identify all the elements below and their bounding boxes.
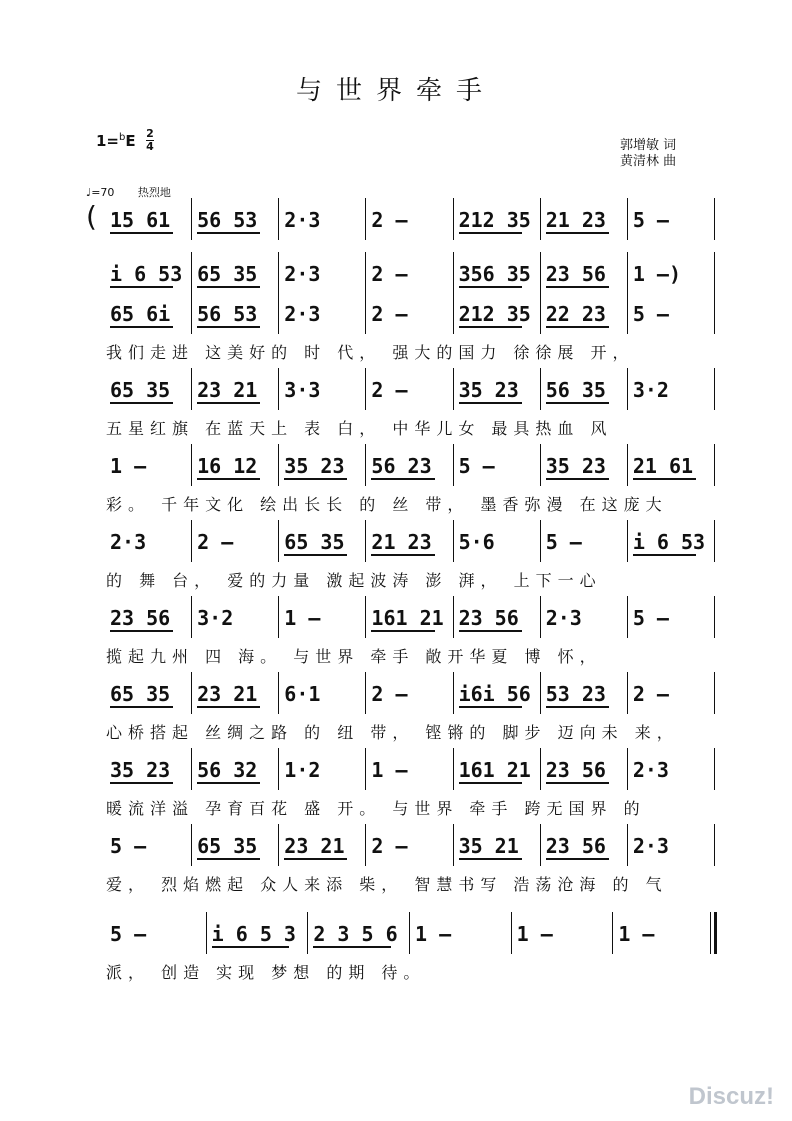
beam-underline bbox=[459, 286, 522, 288]
bar-line bbox=[191, 596, 192, 638]
measure-notes: 56 32 bbox=[197, 758, 258, 782]
measure-notes: 2 – bbox=[371, 262, 408, 286]
bar-line bbox=[540, 292, 541, 334]
measure-notes: 56 53 bbox=[197, 302, 258, 326]
beam-underline bbox=[197, 232, 260, 234]
bar-line bbox=[206, 912, 207, 954]
notes-row bbox=[0, 196, 792, 240]
beam-underline bbox=[546, 402, 609, 404]
measure-notes: 2 – bbox=[632, 682, 669, 706]
bar-line bbox=[714, 368, 715, 410]
bar-line bbox=[365, 520, 366, 562]
measure-notes: 3·2 bbox=[632, 378, 669, 402]
beam-underline bbox=[212, 946, 290, 948]
measure-notes: 65 6i bbox=[110, 302, 171, 326]
time-signature bbox=[146, 128, 154, 153]
bar-line bbox=[540, 368, 541, 410]
beam-underline bbox=[197, 326, 260, 328]
measure-notes: 23 56 bbox=[545, 834, 606, 858]
measure-notes: 23 56 bbox=[110, 606, 171, 630]
beam-underline bbox=[546, 232, 609, 234]
bar-line bbox=[453, 252, 454, 294]
measure-notes: 5 – bbox=[458, 454, 495, 478]
measure-notes: 2·3 bbox=[110, 530, 147, 554]
bar-line bbox=[714, 252, 715, 294]
measure-notes: 5 – bbox=[110, 922, 147, 946]
measure-notes: 2 – bbox=[371, 682, 408, 706]
beam-underline bbox=[110, 706, 173, 708]
bar-line bbox=[278, 292, 279, 334]
beam-underline bbox=[546, 858, 609, 860]
notes-row bbox=[0, 518, 792, 562]
bar-line bbox=[191, 444, 192, 486]
bar-line bbox=[278, 252, 279, 294]
measure-notes: 1 – bbox=[415, 922, 452, 946]
measure-notes: 2·3 bbox=[632, 758, 669, 782]
lyrics-row: 派， 创造 实现 梦想 的期 待。 bbox=[106, 963, 426, 982]
measure-notes: 65 35 bbox=[197, 262, 258, 286]
bar-line bbox=[453, 292, 454, 334]
beam-underline bbox=[110, 286, 173, 288]
bar-line bbox=[278, 520, 279, 562]
bar-line bbox=[714, 748, 715, 790]
notes-row bbox=[0, 442, 792, 486]
bar-line bbox=[453, 672, 454, 714]
notes-row bbox=[0, 594, 792, 638]
bar-line bbox=[627, 596, 628, 638]
lyrics-row: 爱， 烈焰燃起 众人来添 柴， 智慧书写 浩荡沧海 的 气 bbox=[106, 875, 668, 894]
bar-line bbox=[453, 198, 454, 240]
bar-line bbox=[365, 596, 366, 638]
measure-notes: 2 3 5 6 bbox=[313, 922, 398, 946]
measure-notes: 161 21 bbox=[371, 606, 444, 630]
measure-notes: 21 23 bbox=[545, 208, 606, 232]
measure-notes: 65 35 bbox=[284, 530, 345, 554]
bar-line bbox=[278, 368, 279, 410]
measure-notes: 53 23 bbox=[545, 682, 606, 706]
bar-line bbox=[627, 520, 628, 562]
measure-notes: 2·3 bbox=[632, 834, 669, 858]
beam-underline bbox=[197, 478, 260, 480]
lyrics-row: 暖流洋溢 孕育百花 盛 开。 与世界 牵手 跨无国界 的 bbox=[106, 799, 646, 818]
beam-underline bbox=[459, 858, 522, 860]
measure-notes: 212 35 bbox=[458, 302, 531, 326]
measure-notes: 1 – bbox=[516, 922, 553, 946]
measure-notes: 5 – bbox=[545, 530, 582, 554]
bar-line bbox=[540, 596, 541, 638]
bar-line bbox=[365, 252, 366, 294]
lyrics-row: 的 舞 台， 爱的力量 激起波涛 澎 湃， 上下一心 bbox=[106, 571, 602, 590]
bar-line bbox=[453, 748, 454, 790]
beam-underline bbox=[546, 706, 609, 708]
measure-notes: 23 56 bbox=[458, 606, 519, 630]
bar-line bbox=[191, 824, 192, 866]
measure-notes: 2 – bbox=[371, 208, 408, 232]
bar-line bbox=[278, 824, 279, 866]
measure-notes: 5 – bbox=[632, 302, 669, 326]
notes-row bbox=[0, 746, 792, 790]
lyrics-row: 彩。 千年文化 绘出长长 的 丝 带， 墨香弥漫 在这庞大 bbox=[106, 495, 668, 514]
bar-line bbox=[191, 520, 192, 562]
beam-underline bbox=[284, 554, 347, 556]
measure-notes: i 6 53 bbox=[632, 530, 706, 554]
bar-line bbox=[191, 292, 192, 334]
measure-notes: 2 – bbox=[197, 530, 234, 554]
measure-notes: 16 12 bbox=[197, 454, 258, 478]
beam-underline bbox=[284, 478, 347, 480]
bar-line bbox=[191, 252, 192, 294]
bar-line bbox=[627, 292, 628, 334]
bar-line bbox=[627, 824, 628, 866]
bar-line bbox=[453, 520, 454, 562]
beam-underline bbox=[110, 402, 173, 404]
tempo-mark: ♩=70 bbox=[86, 186, 115, 199]
bar-line bbox=[365, 368, 366, 410]
measure-notes: 6·1 bbox=[284, 682, 321, 706]
bar-line bbox=[540, 824, 541, 866]
measure-notes: 3·2 bbox=[197, 606, 234, 630]
bar-line bbox=[278, 596, 279, 638]
beam-underline bbox=[459, 232, 522, 234]
beam-underline bbox=[371, 554, 434, 556]
bar-line bbox=[714, 520, 715, 562]
lyrics-row: 五星红旗 在蓝天上 表 白， 中华儿女 最具热血 风 bbox=[106, 419, 613, 438]
bar-line bbox=[191, 748, 192, 790]
beam-underline bbox=[110, 782, 173, 784]
bar-line bbox=[365, 824, 366, 866]
bar-line bbox=[365, 444, 366, 486]
bar-line bbox=[278, 748, 279, 790]
bar-line bbox=[612, 912, 613, 954]
bar-line bbox=[453, 444, 454, 486]
measure-notes: i 6 53 bbox=[110, 262, 183, 286]
measure-notes: 2·3 bbox=[284, 302, 321, 326]
bar-line bbox=[278, 198, 279, 240]
beam-underline bbox=[371, 630, 434, 632]
lyrics-row: 我们走进 这美好的 时 代， 强大的国力 徐徐展 开， bbox=[106, 343, 635, 362]
notes-row bbox=[0, 366, 792, 410]
notes-row bbox=[0, 822, 792, 866]
time-bottom: 4 bbox=[146, 140, 154, 153]
measure-notes: 5·6 bbox=[458, 530, 495, 554]
bar-line bbox=[714, 444, 715, 486]
measure-notes: 23 21 bbox=[284, 834, 345, 858]
watermark-logo: Discuz! bbox=[688, 1083, 774, 1110]
beam-underline bbox=[197, 706, 260, 708]
beam-underline bbox=[110, 326, 173, 328]
beam-underline bbox=[197, 858, 260, 860]
bar-line bbox=[453, 596, 454, 638]
beam-underline bbox=[459, 782, 522, 784]
bar-line bbox=[627, 444, 628, 486]
measure-notes: 23 56 bbox=[545, 262, 606, 286]
measure-notes: 56 35 bbox=[545, 378, 606, 402]
bar-line bbox=[278, 672, 279, 714]
beam-underline bbox=[459, 402, 522, 404]
measure-notes: 23 56 bbox=[545, 758, 606, 782]
bar-line bbox=[540, 748, 541, 790]
key-signature bbox=[96, 132, 136, 150]
measure-notes: 1 – bbox=[284, 606, 321, 630]
measure-notes: 1·2 bbox=[284, 758, 321, 782]
measure-notes: 65 35 bbox=[110, 378, 171, 402]
measure-notes: 21 23 bbox=[371, 530, 432, 554]
measure-notes: 35 23 bbox=[110, 758, 171, 782]
bar-line bbox=[627, 252, 628, 294]
beam-underline bbox=[459, 630, 522, 632]
beam-underline bbox=[313, 946, 391, 948]
bar-line bbox=[307, 912, 308, 954]
measure-notes: i6i 56 bbox=[458, 682, 531, 706]
bar-line bbox=[191, 198, 192, 240]
song-title: 与世界牵手 bbox=[295, 76, 496, 106]
bar-line bbox=[714, 292, 715, 334]
lyrics-row: 心桥搭起 丝绸之路 的 纽 带， 铿锵的 脚步 迈向未 来， bbox=[106, 723, 679, 742]
measure-notes: 56 53 bbox=[197, 208, 258, 232]
measure-notes: 212 35 bbox=[458, 208, 531, 232]
credits bbox=[620, 138, 676, 170]
measure-notes: 22 23 bbox=[545, 302, 606, 326]
bar-line bbox=[365, 292, 366, 334]
notes-row bbox=[0, 250, 792, 294]
bar-line bbox=[714, 824, 715, 866]
bar-line bbox=[365, 748, 366, 790]
beam-underline bbox=[546, 782, 609, 784]
measure-notes: 1 – bbox=[618, 922, 655, 946]
bar-line bbox=[191, 672, 192, 714]
measure-notes: 56 23 bbox=[371, 454, 432, 478]
beam-underline bbox=[546, 286, 609, 288]
beam-underline bbox=[546, 478, 609, 480]
measure-notes: 2·3 bbox=[545, 606, 582, 630]
beam-underline bbox=[197, 286, 260, 288]
beam-underline bbox=[371, 478, 434, 480]
bar-line bbox=[627, 748, 628, 790]
measure-notes: 2·3 bbox=[284, 262, 321, 286]
measure-notes: 2·3 bbox=[284, 208, 321, 232]
beam-underline bbox=[284, 858, 347, 860]
measure-notes: 35 21 bbox=[458, 834, 519, 858]
bar-line bbox=[453, 368, 454, 410]
measure-notes: 2 – bbox=[371, 834, 408, 858]
bar-line bbox=[627, 672, 628, 714]
measure-notes: 2 – bbox=[371, 378, 408, 402]
measure-notes: 35 23 bbox=[545, 454, 606, 478]
bar-line bbox=[540, 252, 541, 294]
beam-underline bbox=[110, 630, 173, 632]
measure-notes: 5 – bbox=[110, 834, 147, 858]
bar-line bbox=[540, 444, 541, 486]
measure-notes: 21 61 bbox=[632, 454, 694, 478]
beam-underline bbox=[633, 554, 696, 556]
composer: 黄清林 曲 bbox=[620, 154, 677, 169]
bar-line bbox=[714, 198, 715, 240]
measure-notes: 65 35 bbox=[110, 682, 171, 706]
beam-underline bbox=[633, 478, 696, 480]
bar-line bbox=[511, 912, 512, 954]
measure-notes: 35 23 bbox=[458, 378, 519, 402]
beam-underline bbox=[459, 706, 522, 708]
bar-line bbox=[191, 368, 192, 410]
bar-line bbox=[540, 198, 541, 240]
measure-notes: 23 21 bbox=[197, 682, 258, 706]
notes-row bbox=[0, 290, 792, 334]
measure-notes: 161 21 bbox=[458, 758, 531, 782]
beam-underline bbox=[197, 402, 260, 404]
bar-line bbox=[540, 672, 541, 714]
beam-underline bbox=[110, 232, 173, 234]
beam-underline bbox=[546, 326, 609, 328]
lyricist: 郭增敏 词 bbox=[620, 138, 677, 153]
measure-notes: 15 61 bbox=[110, 208, 171, 232]
notes-row bbox=[0, 670, 792, 714]
measure-notes: 5 – bbox=[632, 208, 669, 232]
measure-notes: 1 –) bbox=[632, 262, 682, 286]
flat-sign: b bbox=[119, 132, 126, 143]
key-note: E bbox=[125, 132, 136, 150]
time-top: 2 bbox=[146, 127, 154, 140]
beam-underline bbox=[459, 326, 522, 328]
lyrics-row: 揽起九州 四 海。 与世界 牵手 敞开华夏 博 怀， bbox=[106, 647, 602, 666]
measure-notes: 23 21 bbox=[197, 378, 258, 402]
bar-line bbox=[540, 520, 541, 562]
bar-line bbox=[714, 596, 715, 638]
bar-line bbox=[278, 444, 279, 486]
final-double-bar bbox=[710, 912, 717, 954]
measure-notes: 35 23 bbox=[284, 454, 345, 478]
bar-line bbox=[365, 672, 366, 714]
notes-row bbox=[0, 910, 792, 954]
measure-notes: 5 – bbox=[632, 606, 669, 630]
bar-line bbox=[714, 672, 715, 714]
bar-line bbox=[365, 198, 366, 240]
measure-notes: 65 35 bbox=[197, 834, 258, 858]
measure-notes: 356 35 bbox=[458, 262, 531, 286]
bar-line bbox=[453, 824, 454, 866]
bar-line bbox=[627, 198, 628, 240]
measure-notes: i 6 5 3 bbox=[211, 922, 296, 946]
bar-line bbox=[627, 368, 628, 410]
expression-mark: 热烈地 bbox=[137, 186, 171, 199]
key-prefix: 1= bbox=[96, 132, 120, 150]
beam-underline bbox=[197, 782, 260, 784]
measure-notes: 3·3 bbox=[284, 378, 321, 402]
measure-notes: 1 – bbox=[110, 454, 147, 478]
measure-notes: 1 – bbox=[371, 758, 408, 782]
repeat-paren: ( bbox=[86, 200, 97, 233]
measure-notes: 2 – bbox=[371, 302, 408, 326]
bar-line bbox=[409, 912, 410, 954]
